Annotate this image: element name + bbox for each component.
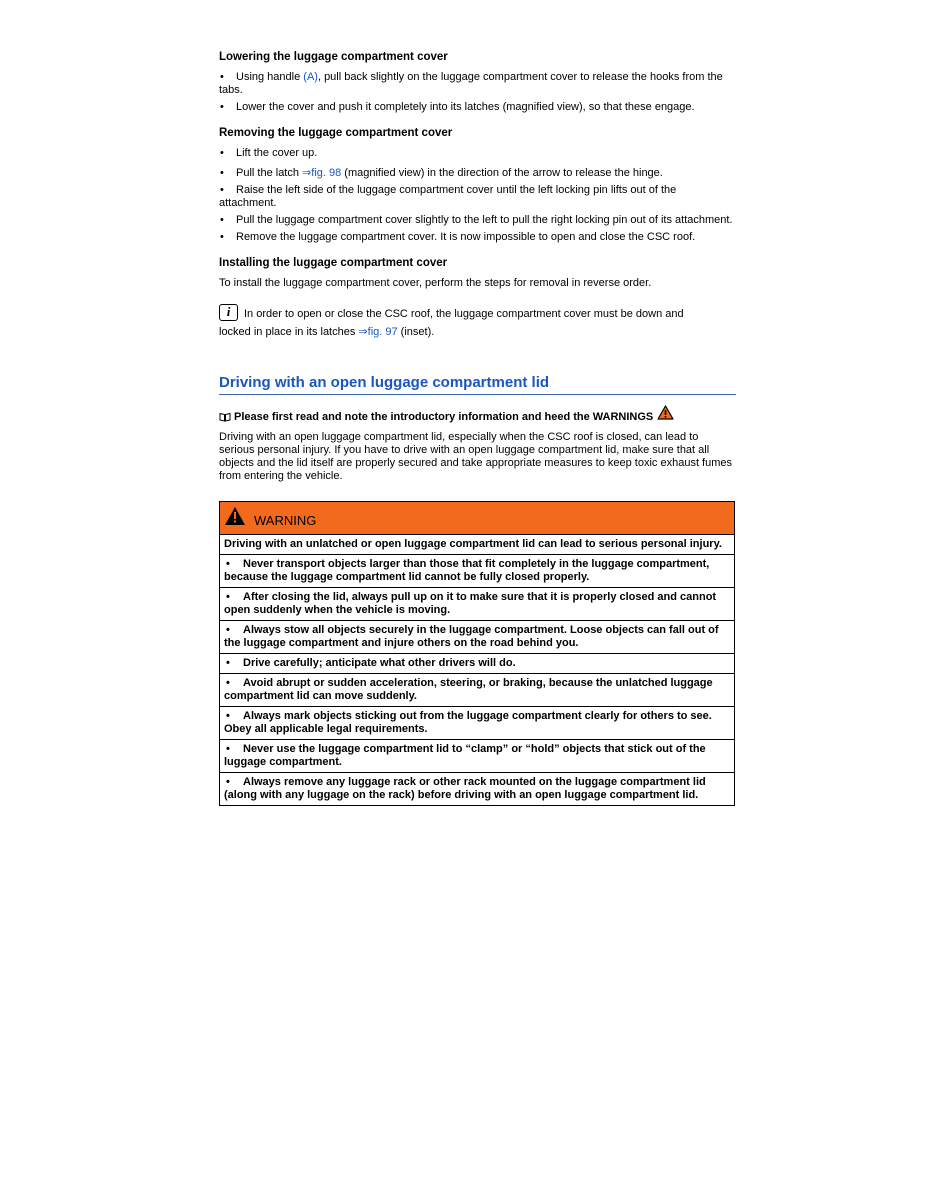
warning-item [220, 621, 734, 654]
bullet [219, 71, 236, 83]
bullet [219, 184, 236, 196]
warning-item [220, 740, 734, 773]
warning-item-text: After closing the lid, always pull up on it to make sure that it is properly closed and cannot open suddenly when the vehicle is moving. [224, 591, 717, 616]
note-line-1: In order to open or close the CSC roof, the luggage compartment cover must be down and [244, 308, 684, 320]
warning-icon [224, 506, 246, 531]
warning-item-text: Always remove any luggage rack or other rack mounted on the luggage compartment lid (along with any luggage on the rack) before driving with an open luggage compartment lid. [224, 776, 706, 801]
bullet [219, 147, 236, 159]
removing-heading: Removing the luggage compartment cover [219, 127, 453, 139]
intro-label: Please first read and note the introductory information and heed the WARNINGS [234, 410, 654, 423]
intro-paragraph: Driving with an open luggage compartment lid, especially when the CSC roof is closed, can lead to serious personal injury. If you have to drive with an open luggage compartment lid, make sure that all objects and the lid itself are properly secured and take appropriate measures to keep toxic exhaust fumes from entering the vehicle. [219, 431, 733, 482]
warning-triangle-icon [657, 405, 674, 424]
bullet [219, 214, 236, 226]
warning-header [220, 502, 734, 535]
warning-label: WARNING [254, 512, 317, 528]
book-icon [219, 412, 231, 422]
removing-step-4 [219, 214, 736, 227]
removing-step-5 [219, 231, 736, 244]
info-icon: i [219, 304, 238, 321]
bullet [219, 101, 236, 113]
bullet [219, 231, 236, 243]
note-line-2: locked in place in its latches [219, 326, 359, 338]
step-text: (magnified view) in the direction of the arrow to release the hinge. [341, 167, 663, 179]
fig-98-link[interactable]: ⇒fig. 98 [302, 167, 342, 179]
info-note [219, 304, 736, 339]
step-text: , pull back slightly on the luggage compartment cover to release the hooks from the tabs. [219, 71, 723, 96]
removing-step-3 [219, 184, 736, 210]
step-text: Remove the luggage compartment cover. It is now impossible to open and close the CSC roof. [236, 231, 696, 243]
bullet [224, 657, 243, 669]
manual-page [219, 50, 736, 806]
bullet [224, 591, 243, 603]
step-text: Lower the cover and push it completely into its latches (magnified view), so that these engage. [236, 101, 695, 113]
warning-item-text: Always mark objects sticking out from the luggage compartment clearly for others to see. Obey all applicable legal requirements. [224, 710, 712, 735]
intro-line [219, 407, 736, 426]
lowering-step-1 [219, 71, 736, 97]
bullet [224, 776, 243, 788]
section-title: Driving with an open luggage compartment lid [219, 374, 736, 395]
warning-item [220, 555, 734, 588]
bullet [224, 710, 243, 722]
warning-item [220, 654, 734, 674]
step-text: Raise the left side of the luggage compartment cover until the left locking pin lifts out of the attachment. [219, 184, 677, 209]
removing-step-2 [219, 167, 736, 180]
installing-text: To install the luggage compartment cover, perform the steps for removal in reverse order. [219, 277, 652, 289]
warning-item [220, 707, 734, 740]
fig-97-link[interactable]: ⇒fig. 97 [358, 326, 398, 338]
bullet [224, 677, 243, 689]
bullet [219, 167, 236, 179]
step-text: Using handle [236, 71, 304, 83]
warning-item [220, 588, 734, 621]
warning-item-text: Drive carefully; anticipate what other drivers will do. [243, 657, 516, 669]
warning-item-text: Avoid abrupt or sudden acceleration, steering, or braking, because the unlatched luggage compartment lid can move suddenly. [224, 677, 713, 702]
warning-item-text: Always stow all objects securely in the luggage compartment. Loose objects can fall out of the luggage compartment and injure others on the road behind you. [224, 624, 719, 649]
warning-item [220, 674, 734, 707]
step-text: Pull the latch [236, 167, 303, 179]
warning-box [219, 501, 735, 806]
warning-item [220, 773, 734, 805]
bullet [224, 624, 243, 636]
warning-item-text: Never use the luggage compartment lid to “clamp” or “hold” objects that stick out of the luggage compartment. [224, 743, 706, 768]
note-line-2-end: (inset). [397, 326, 435, 338]
warning-item-text: Never transport objects larger than those that fit completely in the luggage compartment, because the luggage compartment lid cannot be fully closed properly. [224, 558, 710, 583]
lowering-heading: Lowering the luggage compartment cover [219, 51, 448, 63]
installing-heading: Installing the luggage compartment cover [219, 257, 448, 269]
bullet [224, 558, 243, 570]
removing-step-1 [219, 147, 736, 160]
bullet [224, 743, 243, 755]
step-text: Lift the cover up. [236, 147, 318, 159]
warning-lead: Driving with an unlatched or open luggage compartment lid can lead to serious personal injury. [220, 535, 734, 555]
handle-a-link[interactable]: (A) [303, 71, 318, 83]
lowering-step-2 [219, 101, 736, 114]
step-text: Pull the luggage compartment cover slightly to the left to pull the right locking pin out of its attachment. [236, 214, 733, 226]
